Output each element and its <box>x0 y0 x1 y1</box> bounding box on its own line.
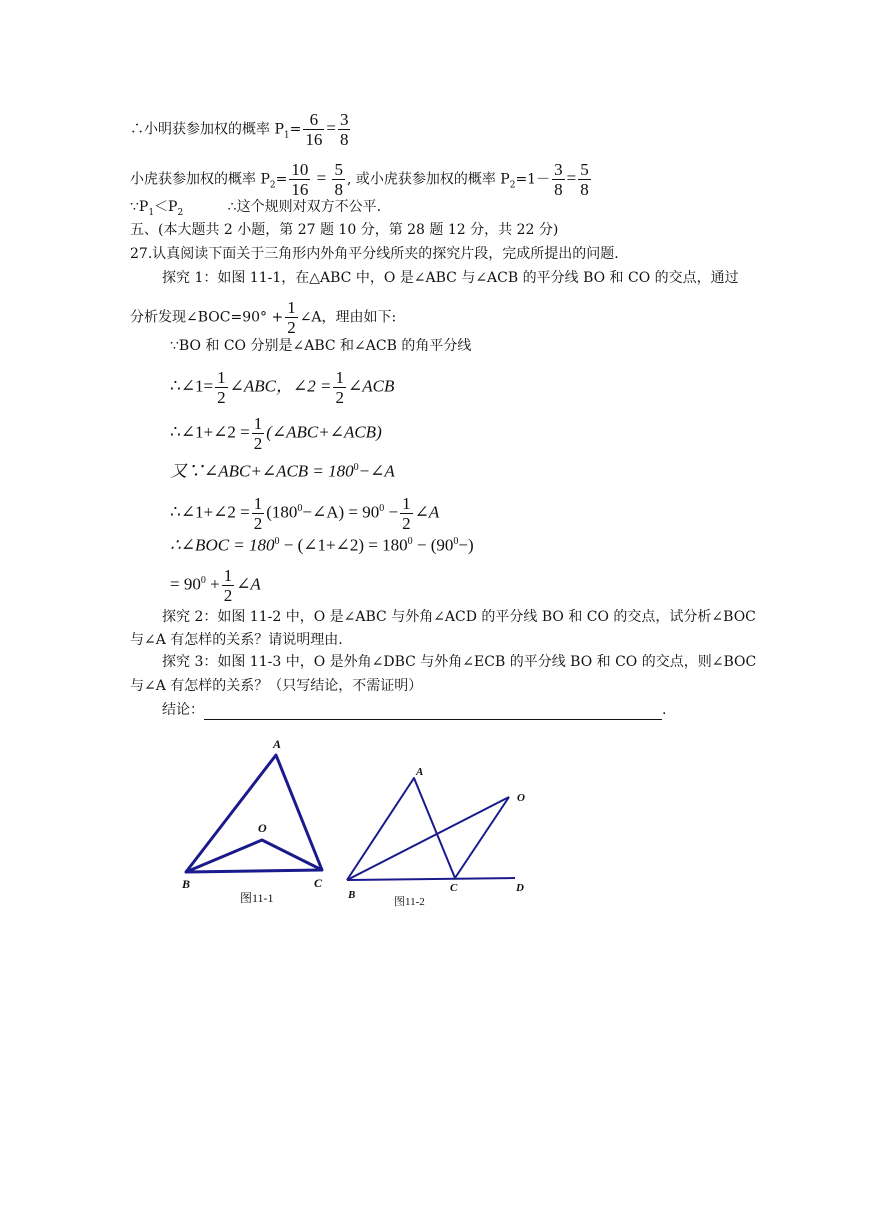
s4a-den: 2 <box>253 514 263 533</box>
p2-sub: 2 <box>269 180 276 191</box>
step4-deg1: 0 <box>297 502 303 514</box>
step6-mid: + <box>205 574 220 594</box>
step2-post: (∠ABC+∠ACB) <box>266 422 382 442</box>
p2-frac4-num: 5 <box>580 160 589 179</box>
step4-pre: ∴∠1+∠2 = <box>170 502 250 522</box>
p1-frac-num: 6 <box>303 110 324 130</box>
solution-p1 <box>130 110 352 149</box>
p2-sub2: 2 <box>509 180 516 191</box>
section-header: 五、(本大题共 2 小题，第 27 题 10 分，第 28 题 12 分，共 22 分) <box>130 222 559 238</box>
p2-eq2: =1－ <box>515 171 551 188</box>
s4a-num: 1 <box>253 494 263 513</box>
p2-frac2-den: 8 <box>334 180 343 199</box>
step6-pre: = 90 <box>170 574 201 594</box>
s6-num: 1 <box>223 566 233 585</box>
explore1-half <box>285 298 298 337</box>
explore3-line1: 探究 3：如图 11-3 中，O 是外角∠DBC 与外角∠ECB 的平分线 BO 和 CO 的交点，则∠BOC <box>162 654 757 670</box>
explore1-line2 <box>130 298 396 337</box>
p2-frac3-num: 3 <box>554 160 563 179</box>
bisector-co <box>455 797 509 878</box>
eq-sign: = <box>326 118 336 138</box>
step6-frac <box>222 566 235 605</box>
compare-sub1: 1 <box>148 207 155 218</box>
figure-11-1 <box>186 755 322 872</box>
label-a-2: A <box>416 766 424 778</box>
s4b-num: 1 <box>402 494 411 513</box>
step2-frac <box>252 414 265 453</box>
step-3 <box>170 458 395 482</box>
explore1-line1: 探究 1：如图 11-1，在△ABC 中，O 是∠ABC 与∠ACB 的平分线 BO 和 CO 的交点，通过 <box>162 270 739 286</box>
bisectors-bo-co-1 <box>186 840 322 872</box>
p2-fraction-3 <box>552 160 565 199</box>
solution-compare <box>130 197 381 223</box>
label-b-2: B <box>348 889 356 901</box>
p1-eq: = <box>289 121 302 138</box>
question-27: 27.认真阅读下面关于三角形内外角平分线所夹的探究片段，完成所提出的问题. <box>130 246 619 262</box>
label-c-1: C <box>314 876 323 890</box>
explore1-line2-post: ∠A，理由如下: <box>299 309 397 326</box>
step4-mid: (180 <box>266 502 298 522</box>
p2-prefix: 小虎获参加权的概率 P <box>130 171 270 188</box>
eq-sign: = <box>566 168 577 188</box>
label-b-1: B <box>182 877 191 891</box>
p1-sub: 1 <box>283 130 290 141</box>
s2-num: 1 <box>253 414 263 433</box>
step1-frac-a <box>215 368 228 407</box>
explore3-line2: 与∠A 有怎样的关系？（只写结论，不需证明） <box>130 678 423 694</box>
s4b-den: 2 <box>402 514 411 533</box>
figure-11-2-labels <box>347 766 525 901</box>
explore1-reason: ∵BO 和 CO 分别是∠ABC 和∠ACB 的角平分线 <box>170 338 472 354</box>
half-num: 1 <box>287 298 296 317</box>
figure-11-1-labels <box>181 737 323 891</box>
step1-post: ∠ACB <box>347 376 395 396</box>
p2-frac-den: 16 <box>291 180 309 199</box>
step1-mid: ∠ABC，∠2 = <box>229 376 332 396</box>
explore2-line2: 与∠A 有怎样的关系？请说明理由. <box>130 632 343 648</box>
label-o-2: O <box>517 792 525 804</box>
half-den: 2 <box>287 318 296 337</box>
step4-frac-b <box>400 494 413 533</box>
step5-deg2: 0 <box>407 536 413 547</box>
p2-frac4-den: 8 <box>580 180 589 199</box>
label-o-1: O <box>258 821 267 835</box>
p2-fraction-4 <box>578 160 591 199</box>
s6-den: 2 <box>223 586 233 605</box>
p1-fraction-2 <box>338 110 351 149</box>
conclusion-label: 结论： <box>162 702 204 718</box>
side-ba-ac <box>347 778 455 880</box>
p2-frac3-den: 8 <box>554 180 563 199</box>
s1a-den: 2 <box>217 388 226 407</box>
s1b-den: 2 <box>335 388 344 407</box>
p1-fraction <box>303 110 324 149</box>
step1-frac-b <box>333 368 346 407</box>
step3-deg: 0 <box>353 462 359 473</box>
step1-pre: ∴∠1= <box>170 376 214 396</box>
caption-11-1: 图11-1 <box>240 891 274 905</box>
p2-fraction-2 <box>332 160 345 199</box>
p1-frac-den: 16 <box>305 130 323 149</box>
step4-mid3: − <box>384 502 399 522</box>
step-6 <box>170 566 261 605</box>
p2-fraction <box>289 160 310 199</box>
step4-mid2: −∠A) = 90 <box>302 502 380 522</box>
step-5 <box>170 532 474 556</box>
p1-prefix: ∴小明获参加权的概率 P <box>130 121 284 138</box>
step6-post: ∠A <box>236 574 261 594</box>
step4-post: ∠A <box>414 502 440 522</box>
label-a-1: A <box>273 737 282 751</box>
p1-frac2-den: 8 <box>339 130 349 149</box>
step5-pre: ∴∠BOC = 180 <box>170 535 275 555</box>
compare-conclusion: ∴这个规则对双方不公平. <box>227 199 382 215</box>
p2-eq: = <box>275 171 288 188</box>
step-1 <box>170 368 394 407</box>
step5-mid: − (∠1+∠2) = 180 <box>279 535 408 555</box>
step5-deg1: 0 <box>274 536 280 547</box>
label-d-2: D <box>516 882 524 894</box>
step3-post: −∠A <box>358 461 395 481</box>
step6-deg: 0 <box>200 574 206 586</box>
step4-frac-a <box>252 494 265 533</box>
compare-sub2: 2 <box>177 207 184 218</box>
step2-pre: ∴∠1+∠2 = <box>170 422 250 442</box>
step-2 <box>170 414 382 453</box>
eq-sign: = <box>312 168 331 188</box>
explore2-line1: 探究 2：如图 11-2 中，O 是∠ABC 与外角∠ACD 的平分线 BO 和 CO 的交点，试分析∠BOC <box>162 609 756 625</box>
step5-mid2: − (90 <box>412 535 454 555</box>
s1b-num: 1 <box>335 368 344 387</box>
s1a-num: 1 <box>217 368 226 387</box>
p1-frac2-num: 3 <box>339 110 349 129</box>
step5-deg3: 0 <box>453 536 459 547</box>
conclusion-end: . <box>662 702 667 718</box>
step-4 <box>170 494 439 533</box>
explore1-line2-pre: 分析发现∠BOC=90° + <box>130 309 284 326</box>
bisector-bo <box>347 797 509 880</box>
step5-post: −) <box>458 535 474 555</box>
ray-bd <box>347 878 515 880</box>
p2-frac2-num: 5 <box>334 160 343 179</box>
caption-11-2: 图11-2 <box>394 896 425 908</box>
solution-p2 <box>130 160 593 199</box>
conclusion-blank[interactable] <box>204 705 662 720</box>
compare-text: ∵P <box>130 199 149 215</box>
step4-deg2: 0 <box>379 502 385 514</box>
explore3-conclusion <box>162 700 666 720</box>
label-c-2: C <box>450 882 458 894</box>
s2-den: 2 <box>253 434 263 453</box>
triangle-abc-1 <box>186 755 322 872</box>
p2-mid: , 或小虎获参加权的概率 P <box>346 171 510 188</box>
figure-11-2 <box>347 778 515 880</box>
p2-frac-num: 10 <box>291 160 309 179</box>
compare-lt: ＜P <box>154 199 178 215</box>
step3-text: 又∵∠ABC+∠ACB = 180 <box>170 461 354 481</box>
